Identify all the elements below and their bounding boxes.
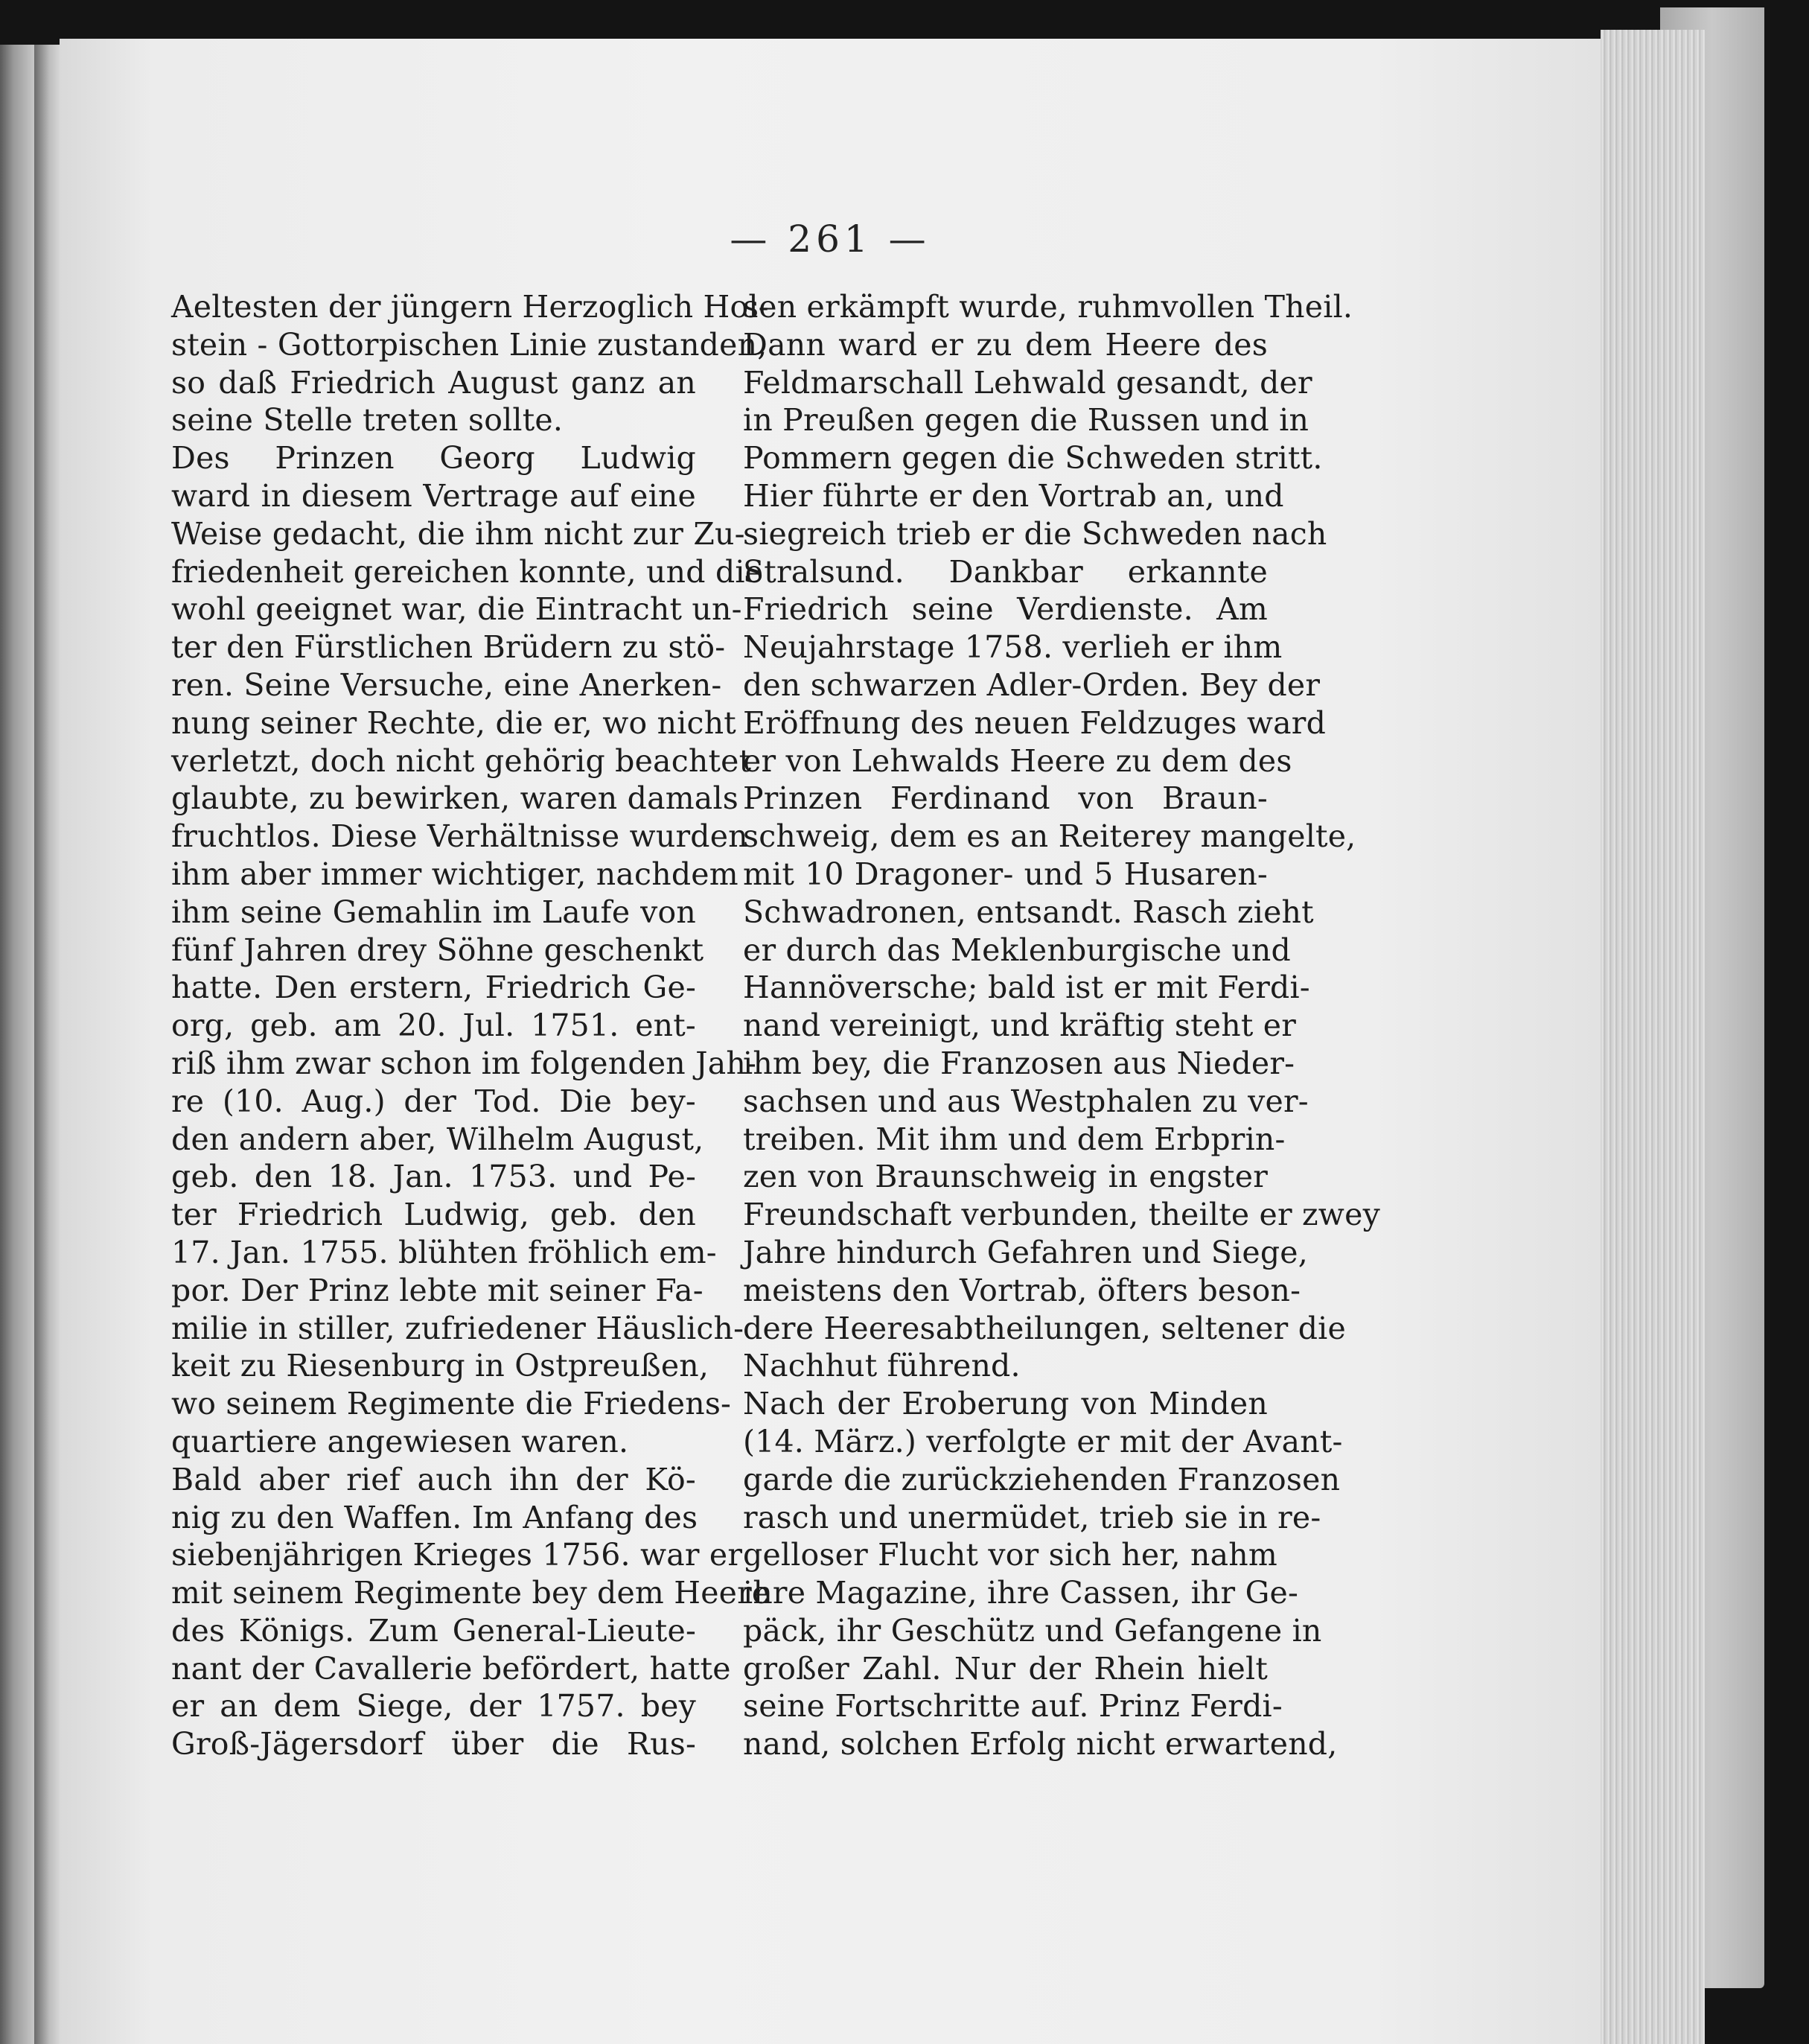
text-line: ihre Magazine, ihre Cassen, ihr Ge- bbox=[743, 1575, 1299, 1611]
text-line: Pommern gegen die Schweden stritt. bbox=[743, 440, 1323, 477]
text-line: geb. den 18. Jan. 1753. und Pe- bbox=[171, 1159, 696, 1195]
text-line: ter Friedrich Ludwig, geb. den bbox=[171, 1197, 696, 1233]
text-line: Groß-Jägersdorf über die Rus- bbox=[171, 1726, 696, 1763]
text-line: Prinzen Ferdinand von Braun- bbox=[743, 780, 1268, 817]
book-gutter bbox=[34, 45, 60, 2044]
text-line: er von Lehwalds Heere zu dem des bbox=[743, 742, 1292, 779]
page-stack-edge bbox=[1601, 30, 1705, 2044]
text-line: seine Fortschritte auf. Prinz Ferdi- bbox=[743, 1688, 1283, 1725]
text-line: nung seiner Rechte, die er, wo nicht bbox=[171, 704, 736, 741]
text-line: ward in diesem Vertrage auf eine bbox=[171, 477, 696, 514]
text-line: siebenjährigen Krieges 1756. war er bbox=[171, 1537, 743, 1573]
text-line: den andern aber, Wilhelm August, bbox=[171, 1121, 704, 1157]
text-line: friedenheit gereichen konnte, und die bbox=[171, 553, 764, 590]
text-line: Friedrich seine Verdienste. Am bbox=[743, 591, 1268, 628]
text-line: dere Heeresabtheilungen, seltener die bbox=[743, 1310, 1346, 1346]
text-line: nand vereinigt, und kräftig steht er bbox=[743, 1007, 1297, 1044]
text-line: mit 10 Dragoner- und 5 Husaren- bbox=[743, 856, 1268, 892]
text-line: por. Der Prinz lebte mit seiner Fa- bbox=[171, 1272, 704, 1308]
text-line: mit seinem Regimente bey dem Heere bbox=[171, 1575, 770, 1611]
text-line: ren. Seine Versuche, eine Anerken- bbox=[171, 666, 722, 703]
text-line: re (10. Aug.) der Tod. Die bey- bbox=[171, 1083, 696, 1119]
text-line: Neujahrstage 1758. verlieh er ihm bbox=[743, 629, 1283, 666]
text-line: 17. Jan. 1755. blühten fröhlich em- bbox=[171, 1234, 717, 1270]
text-line: schweig, dem es an Reiterey mangelte, bbox=[743, 818, 1356, 855]
text-line: ihm aber immer wichtiger, nachdem bbox=[171, 856, 738, 892]
text-line: org, geb. am 20. Jul. 1751. ent- bbox=[171, 1007, 696, 1044]
text-line: rasch und unermüdet, trieb sie in re- bbox=[743, 1499, 1321, 1535]
text-line: Nach der Eroberung von Minden bbox=[743, 1386, 1268, 1422]
book-page bbox=[60, 39, 1601, 2044]
text-line: garde die zurückziehenden Franzosen bbox=[743, 1461, 1341, 1497]
text-line: Stralsund. Dankbar erkannte bbox=[743, 553, 1268, 590]
text-line: großer Zahl. Nur der Rhein hielt bbox=[743, 1650, 1268, 1687]
text-line: in Preußen gegen die Russen und in bbox=[743, 402, 1309, 439]
text-line: keit zu Riesenburg in Ostpreußen, bbox=[171, 1348, 709, 1384]
text-line: nant der Cavallerie befördert, hatte bbox=[171, 1650, 731, 1687]
text-line: Jahre hindurch Gefahren und Siege, bbox=[743, 1234, 1308, 1270]
text-line: Hier führte er den Vortrab an, und bbox=[743, 477, 1284, 514]
text-line: nig zu den Waffen. Im Anfang des bbox=[171, 1499, 698, 1535]
text-line: Nachhut führend. bbox=[743, 1348, 1021, 1384]
text-line: Eröffnung des neuen Feldzuges ward bbox=[743, 704, 1327, 741]
text-line: er an dem Siege, der 1757. bey bbox=[171, 1688, 696, 1725]
text-line: nand, solchen Erfolg nicht erwartend, bbox=[743, 1726, 1338, 1763]
text-line: sen erkämpft wurde, ruhmvollen Theil. bbox=[743, 289, 1353, 325]
text-line: quartiere angewiesen waren. bbox=[171, 1423, 629, 1459]
text-line: riß ihm zwar schon im folgenden Jah- bbox=[171, 1045, 757, 1081]
text-line: ihm seine Gemahlin im Laufe von bbox=[171, 894, 696, 930]
text-line: siegreich trieb er die Schweden nach bbox=[743, 515, 1327, 552]
left-page-edge bbox=[0, 45, 34, 2044]
text-line: ter den Fürstlichen Brüdern zu stö- bbox=[171, 629, 726, 666]
text-line: treiben. Mit ihm und dem Erbprin- bbox=[743, 1121, 1286, 1157]
text-line: päck, ihr Geschütz und Gefangene in bbox=[743, 1612, 1322, 1649]
page-number: — 261 — bbox=[730, 217, 931, 261]
text-line: wo seinem Regimente die Friedens- bbox=[171, 1386, 732, 1422]
text-line: stein - Gottorpischen Linie zustanden, bbox=[171, 326, 768, 363]
text-line: glaubte, zu bewirken, waren damals bbox=[171, 780, 738, 817]
right-text-column bbox=[743, 288, 1380, 1763]
text-line: hatte. Den erstern, Friedrich Ge- bbox=[171, 970, 696, 1006]
text-line: gelloser Flucht vor sich her, nahm bbox=[743, 1537, 1277, 1573]
left-text-column bbox=[171, 288, 770, 1763]
text-line: er durch das Meklenburgische und bbox=[743, 932, 1291, 968]
text-line: Bald aber rief auch ihn der Kö- bbox=[171, 1461, 696, 1497]
text-line: seine Stelle treten sollte. bbox=[171, 402, 564, 439]
text-line: so daß Friedrich August ganz an bbox=[171, 364, 696, 401]
text-line: des Königs. Zum General-Lieute- bbox=[171, 1612, 696, 1649]
text-line: fünf Jahren drey Söhne geschenkt bbox=[171, 932, 704, 968]
text-line: zen von Braunschweig in engster bbox=[743, 1159, 1268, 1195]
text-line: Des Prinzen Georg Ludwig bbox=[171, 440, 696, 477]
text-line: fruchtlos. Diese Verhältnisse wurden bbox=[171, 818, 748, 855]
text-line: Dann ward er zu dem Heere des bbox=[743, 326, 1268, 363]
text-line: milie in stiller, zufriedener Häuslich- bbox=[171, 1310, 744, 1346]
text-line: Freundschaft verbunden, theilte er zwey bbox=[743, 1197, 1380, 1233]
text-line: Weise gedacht, die ihm nicht zur Zu- bbox=[171, 515, 745, 552]
text-line: den schwarzen Adler-Orden. Bey der bbox=[743, 666, 1321, 703]
text-line: meistens den Vortrab, öfters beson- bbox=[743, 1272, 1301, 1308]
text-line: Hannöversche; bald ist er mit Ferdi- bbox=[743, 970, 1310, 1006]
text-line: verletzt, doch nicht gehörig beachtet bbox=[171, 742, 752, 779]
text-line: sachsen und aus Westphalen zu ver- bbox=[743, 1083, 1309, 1119]
text-line: Aeltesten der jüngern Herzoglich Hol- bbox=[171, 289, 769, 325]
text-line: (14. März.) verfolgte er mit der Avant- bbox=[743, 1423, 1343, 1459]
text-line: wohl geeignet war, die Eintracht un- bbox=[171, 591, 742, 628]
text-line: Feldmarschall Lehwald gesandt, der bbox=[743, 364, 1312, 401]
text-line: Schwadronen, entsandt. Rasch zieht bbox=[743, 894, 1314, 930]
text-line: ihm bey, die Franzosen aus Nieder- bbox=[743, 1045, 1295, 1081]
